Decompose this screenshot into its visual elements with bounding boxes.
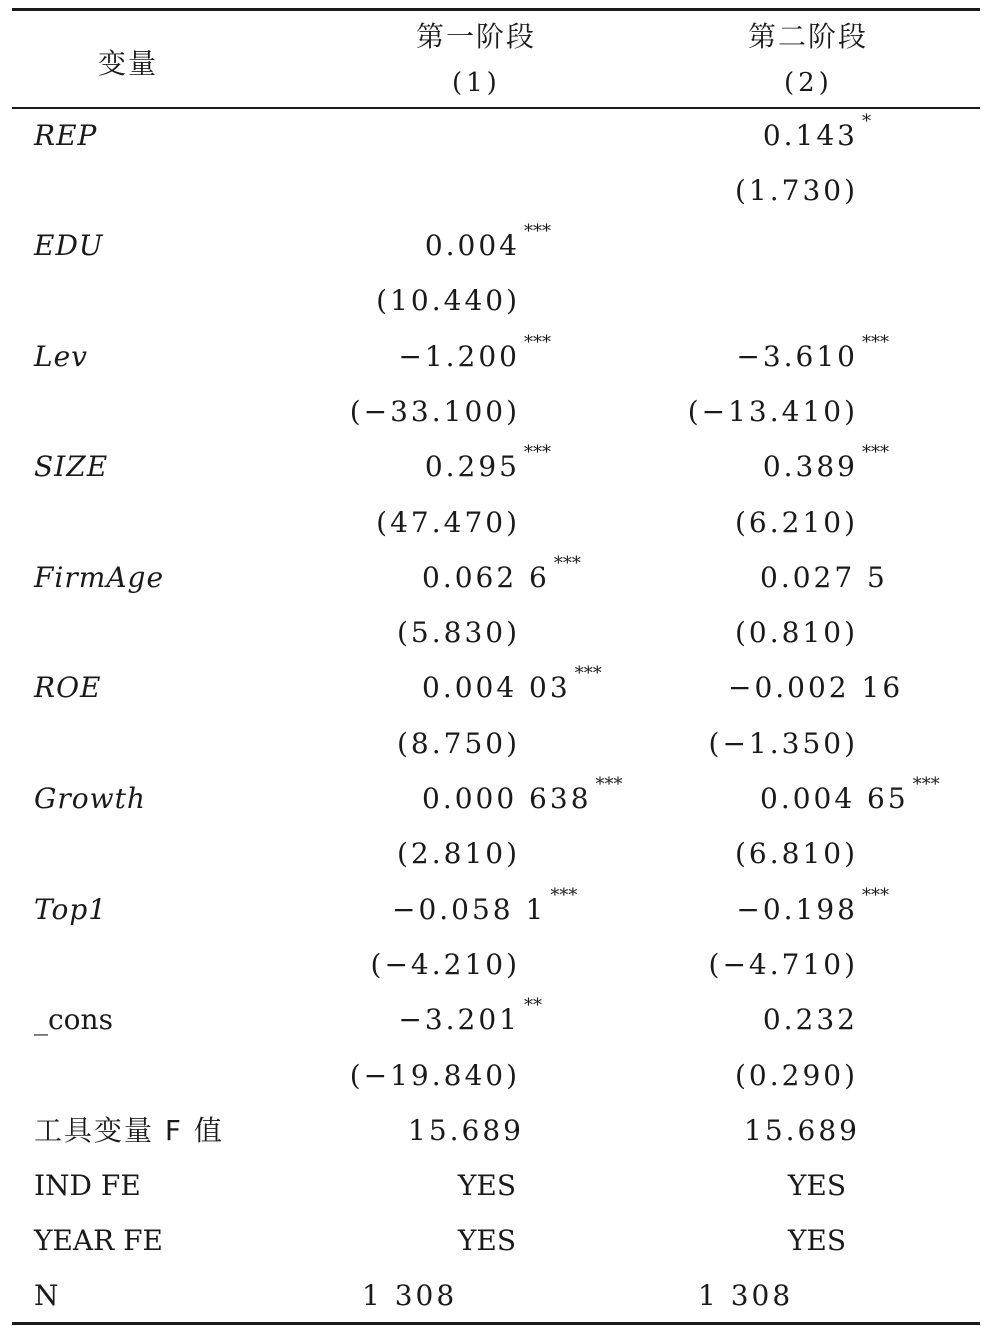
- stage2-value: YES: [787, 1224, 846, 1257]
- header-col-1-number: (1): [452, 68, 501, 98]
- stage1-value: −0.058 1 ***: [392, 882, 546, 937]
- stage1-tstat: (−19.840): [349, 1059, 520, 1092]
- row-label: SIZE: [34, 450, 109, 483]
- table-row: [0, 1103, 992, 1158]
- stage2-value: −0.002 16: [728, 671, 904, 704]
- table-row: [0, 660, 992, 715]
- table-row: [0, 218, 992, 273]
- significance-stars: ***: [862, 885, 889, 906]
- stage2-tstat: (1.730): [734, 174, 858, 207]
- stage2-tstat: (0.290): [734, 1059, 858, 1092]
- significance-stars: ***: [550, 885, 578, 906]
- stage1-tstat: (5.830): [396, 616, 520, 649]
- significance-stars: ***: [553, 553, 581, 574]
- table-row: [0, 605, 992, 660]
- table-row: [0, 163, 992, 218]
- stage1-value: YES: [457, 1169, 516, 1202]
- stage1-value: −3.201 **: [398, 992, 520, 1047]
- table-row: [0, 495, 992, 550]
- stage1-value: YES: [457, 1224, 516, 1257]
- significance-stars: ***: [574, 663, 602, 684]
- row-label: YEAR FE: [34, 1224, 163, 1257]
- table-row: [0, 550, 992, 605]
- stage2-tstat: (6.810): [734, 837, 858, 870]
- significance-stars: ***: [524, 332, 551, 353]
- table-row: [0, 329, 992, 384]
- significance-stars: ***: [595, 774, 623, 795]
- table-row: [0, 1048, 992, 1103]
- stage2-value: 0.004 65 ***: [760, 771, 909, 826]
- table-row: [0, 108, 992, 163]
- table-row: [0, 771, 992, 826]
- row-label: Lev: [34, 340, 88, 373]
- stage1-value: −1.200 ***: [398, 329, 520, 384]
- row-label: N: [34, 1279, 59, 1312]
- table-row: [0, 826, 992, 881]
- table-row: [0, 1213, 992, 1268]
- significance-stars: ***: [862, 332, 889, 353]
- stage1-tstat: (47.470): [376, 506, 520, 539]
- stage2-value: −0.198 ***: [736, 882, 858, 937]
- stage1-value: 0.000 638 ***: [422, 771, 592, 826]
- stage2-tstat: (−4.710): [708, 948, 858, 981]
- row-label: REP: [34, 119, 98, 152]
- table-top-rule: [12, 8, 980, 11]
- stage2-tstat: (6.210): [734, 506, 858, 539]
- table-row: [0, 1268, 992, 1323]
- header-col-2-number: (2): [784, 68, 833, 98]
- stage1-value: 0.004 ***: [425, 218, 520, 273]
- stage2-value: 0.143 *: [763, 108, 858, 163]
- stage1-tstat: (8.750): [396, 727, 520, 760]
- significance-stars: ***: [912, 774, 940, 795]
- row-label: FirmAge: [34, 561, 165, 594]
- table-row: [0, 1158, 992, 1213]
- table-row: [0, 937, 992, 992]
- header-stage-2: 第二阶段: [748, 20, 869, 53]
- table-row: [0, 384, 992, 439]
- stage1-value: 1 308: [362, 1279, 458, 1312]
- table-row: [0, 992, 992, 1047]
- row-label: 工具变量 F 值: [34, 1114, 224, 1147]
- stage1-value: 0.004 03 ***: [422, 660, 571, 715]
- stage2-value: YES: [787, 1169, 846, 1202]
- stage2-value: 1 308: [698, 1279, 794, 1312]
- row-label: Top1: [34, 893, 108, 926]
- row-label: ROE: [34, 671, 102, 704]
- stage1-tstat: (2.810): [396, 837, 520, 870]
- table-row: [0, 273, 992, 328]
- stage2-tstat: (−1.350): [708, 727, 858, 760]
- table-bottom-rule: [12, 1322, 980, 1325]
- table-row: [0, 882, 992, 937]
- stage1-tstat: (−33.100): [349, 395, 520, 428]
- significance-stars: **: [524, 995, 542, 1016]
- table-row: [0, 439, 992, 494]
- row-label: Growth: [34, 782, 146, 815]
- row-label: EDU: [34, 229, 104, 262]
- stage2-tstat: (0.810): [734, 616, 858, 649]
- stage2-value: 15.689: [744, 1114, 860, 1147]
- table-row: [0, 716, 992, 771]
- significance-stars: ***: [524, 442, 551, 463]
- stage2-value: 0.389 ***: [763, 439, 858, 494]
- row-label: IND FE: [34, 1169, 141, 1202]
- stage1-value: 15.689: [408, 1114, 524, 1147]
- stage2-tstat: (−13.410): [687, 395, 858, 428]
- significance-stars: *: [862, 111, 871, 132]
- stage1-tstat: (−4.210): [370, 948, 520, 981]
- stage2-value: −3.610 ***: [736, 329, 858, 384]
- header-stage-1: 第一阶段: [416, 20, 537, 53]
- significance-stars: ***: [524, 221, 551, 242]
- stage2-value: 0.232: [762, 1003, 858, 1036]
- stage1-value: 0.062 6 ***: [422, 550, 550, 605]
- header-variable: 变量: [98, 47, 159, 80]
- stage1-value: 0.295 ***: [425, 439, 520, 494]
- stage1-tstat: (10.440): [376, 284, 520, 317]
- significance-stars: ***: [862, 442, 889, 463]
- row-label: _cons: [34, 1003, 113, 1036]
- stage2-value: 0.027 5: [760, 561, 888, 594]
